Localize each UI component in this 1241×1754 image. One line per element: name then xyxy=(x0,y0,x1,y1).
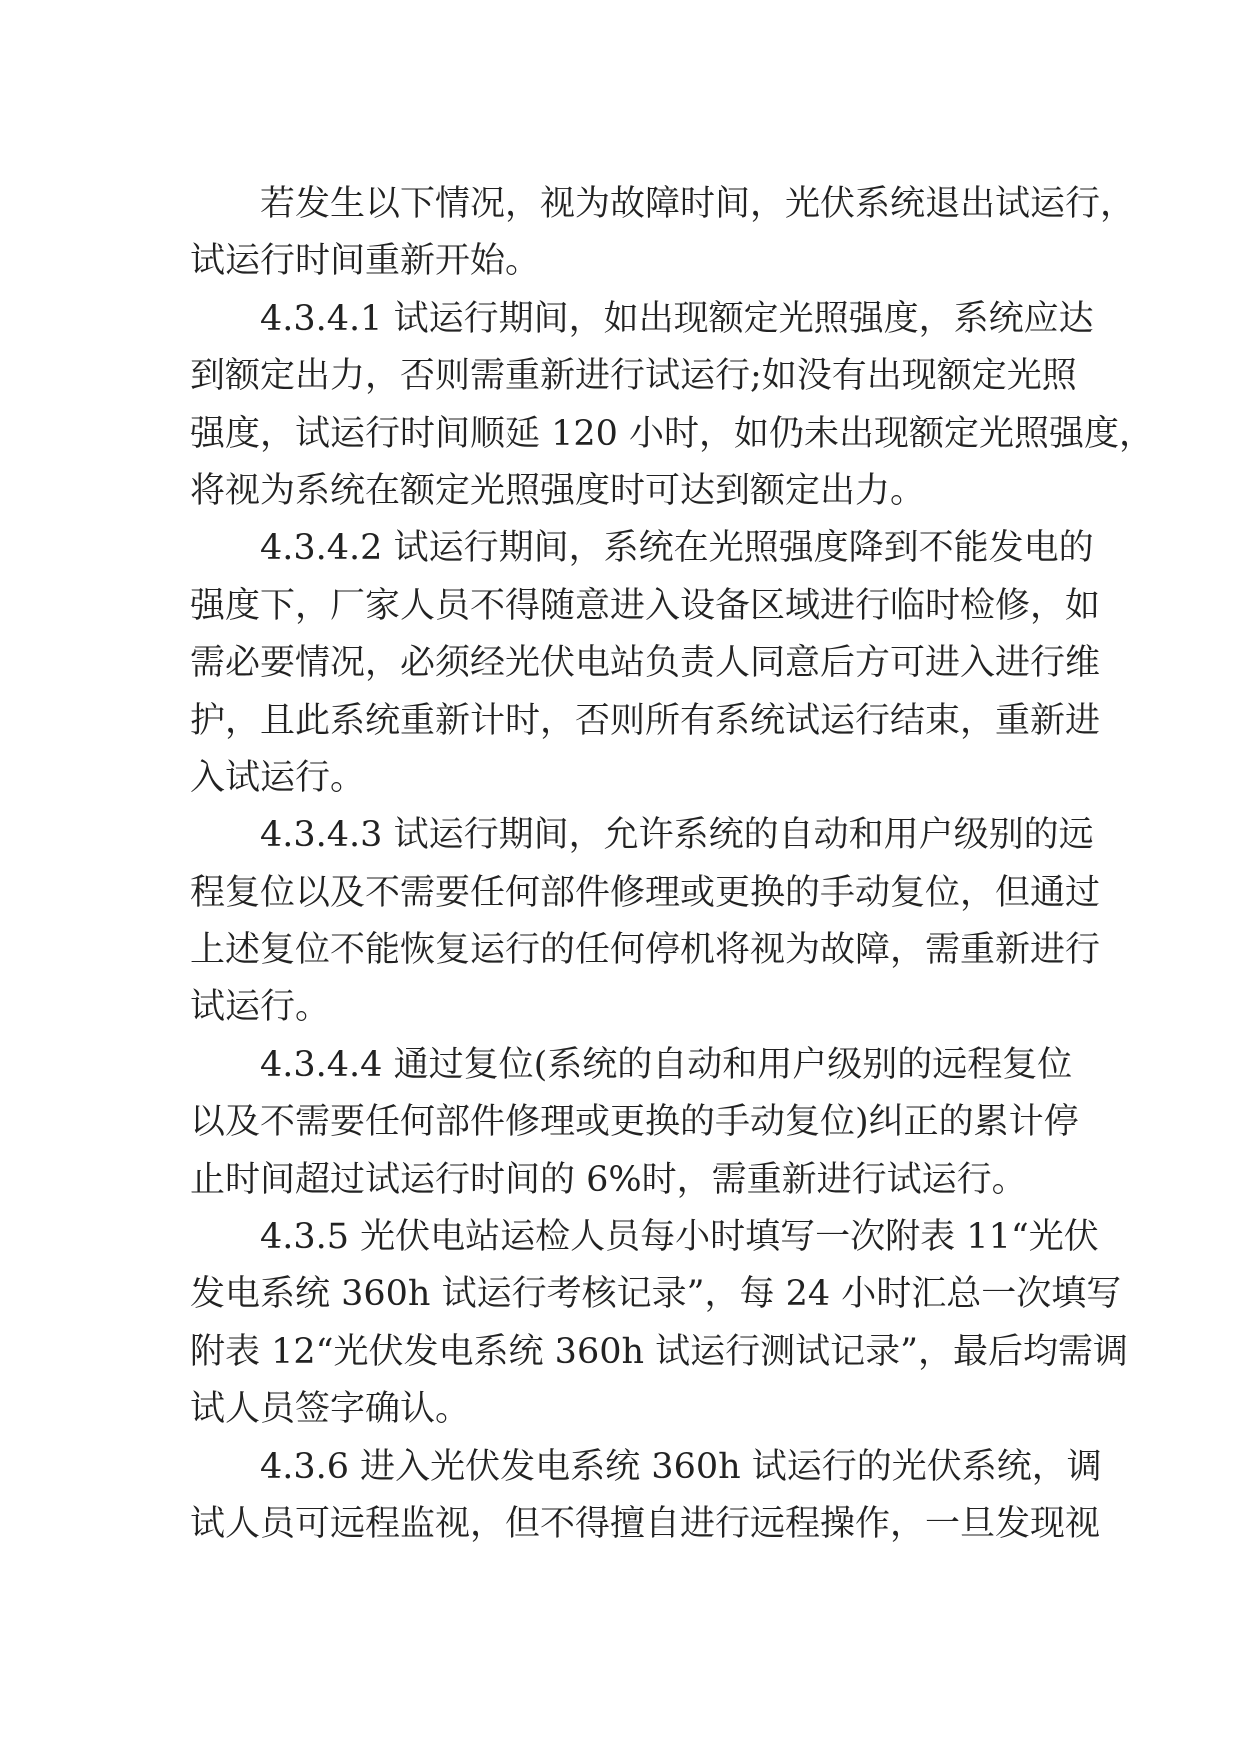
paragraph-4-3-4-3 xyxy=(190,807,1101,1037)
text-line: 4.3.4.2 试运行期间，系统在光照强度降到不能发电的 xyxy=(260,528,1094,569)
text-line: 4.3.4.3 试运行期间，允许系统的自动和用户级别的远 xyxy=(260,815,1094,856)
text-line: 将视为系统在额定光照强度时可达到额定出力。 xyxy=(190,470,926,511)
text-line: 护，且此系统重新计时，否则所有系统试运行结束，重新进 xyxy=(190,700,1101,741)
paragraph-4-3-5 xyxy=(190,1209,1129,1439)
text-line: 需必要情况，必须经光伏电站负责人同意后方可进入进行维 xyxy=(190,643,1101,684)
document-page xyxy=(190,176,1155,1553)
text-line: 强度，试运行时间顺延 120 小时，如仍未出现额定光照强度， xyxy=(190,413,1155,454)
text-line: 4.3.5 光伏电站运检人员每小时填写一次附表 11“光伏 xyxy=(260,1217,1099,1258)
paragraph-4-3-4-4 xyxy=(190,1037,1079,1209)
text-line: 入试运行。 xyxy=(190,757,366,798)
text-line: 到额定出力，否则需重新进行试运行;如没有出现额定光照 xyxy=(190,356,1077,397)
text-line: 以及不需要任何部件修理或更换的手动复位)纠正的累计停 xyxy=(190,1102,1079,1143)
text-line: 程复位以及不需要任何部件修理或更换的手动复位，但通过 xyxy=(190,872,1101,913)
text-line: 4.3.4.1 试运行期间，如出现额定光照强度，系统应达 xyxy=(260,298,1094,339)
text-line: 发电系统 360h 试运行考核记录”，每 24 小时汇总一次填写 xyxy=(190,1274,1122,1315)
text-line: 试人员签字确认。 xyxy=(190,1389,471,1430)
paragraph-4-3-4-2 xyxy=(190,520,1101,807)
text-line: 若发生以下情况，视为故障时间，光伏系统退出试运行， xyxy=(260,184,1136,224)
text-line: 4.3.4.4 通过复位(系统的自动和用户级别的远程复位 xyxy=(260,1044,1073,1085)
text-line: 试人员可远程监视，但不得擅自进行远程操作，一旦发现视 xyxy=(190,1503,1101,1544)
paragraph-4-3-6 xyxy=(190,1439,1102,1554)
paragraph-4-3-4-1 xyxy=(190,291,1155,521)
text-line: 试运行。 xyxy=(190,987,331,1028)
text-line: 上述复位不能恢复运行的任何停机将视为故障，需重新进行 xyxy=(190,930,1101,971)
text-line: 强度下，厂家人员不得随意进入设备区域进行临时检修，如 xyxy=(190,585,1101,626)
paragraph-fault-conditions xyxy=(190,176,1136,291)
text-line: 试运行时间重新开始。 xyxy=(190,241,541,282)
text-line: 止时间超过试运行时间的 6%时，需重新进行试运行。 xyxy=(190,1159,1027,1200)
text-line: 附表 12“光伏发电系统 360h 试运行测试记录”，最后均需调 xyxy=(190,1331,1129,1372)
text-line: 4.3.6 进入光伏发电系统 360h 试运行的光伏系统，调 xyxy=(260,1446,1102,1487)
